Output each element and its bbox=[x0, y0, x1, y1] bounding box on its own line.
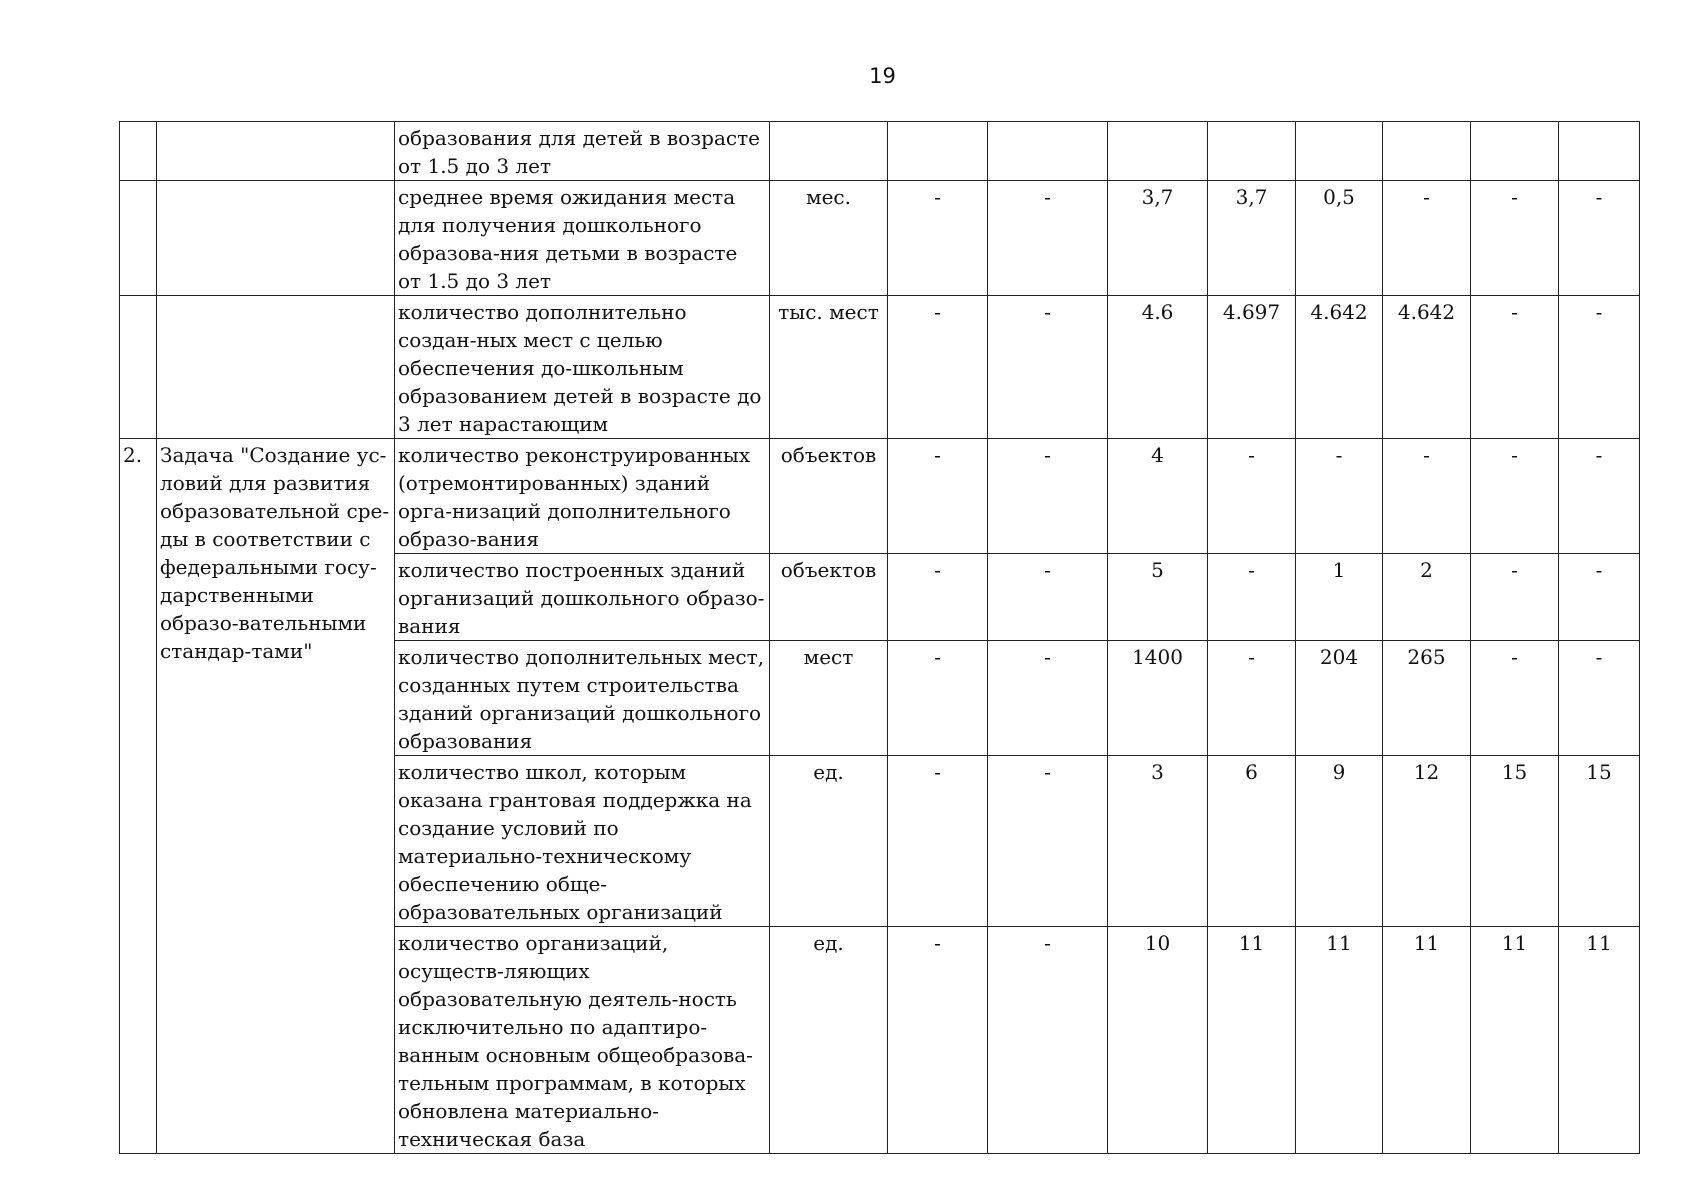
value-cell: - bbox=[888, 927, 988, 1154]
value-cell: 11 bbox=[1559, 927, 1640, 1154]
unit-cell: объектов bbox=[770, 554, 888, 641]
value-cell: 9 bbox=[1296, 756, 1383, 927]
value-cell: 0,5 bbox=[1296, 181, 1383, 296]
row-number-cell: 2. bbox=[120, 439, 157, 1154]
value-cell: - bbox=[988, 554, 1108, 641]
value-cell: - bbox=[1559, 641, 1640, 756]
value-cell bbox=[888, 122, 988, 181]
value-cell: 5 bbox=[1108, 554, 1208, 641]
value-cell: 11 bbox=[1296, 927, 1383, 1154]
unit-cell: мес. bbox=[770, 181, 888, 296]
value-cell bbox=[988, 122, 1108, 181]
indicator-cell: количество дополнительно создан-ных мест с целью обеспечения до-школьным образованием детей в возрасте до 3 лет нарастающим bbox=[395, 296, 770, 439]
task-cell bbox=[157, 296, 395, 439]
value-cell bbox=[1559, 122, 1640, 181]
value-cell: - bbox=[1471, 641, 1559, 756]
indicators-table bbox=[119, 121, 1640, 1154]
value-cell: - bbox=[1559, 439, 1640, 554]
value-cell: - bbox=[988, 296, 1108, 439]
value-cell: 265 bbox=[1383, 641, 1471, 756]
value-cell: 4.6 bbox=[1108, 296, 1208, 439]
value-cell: - bbox=[888, 181, 988, 296]
indicator-cell: количество дополнительных мест, созданных путем строительства зданий организаций дошкольного образования bbox=[395, 641, 770, 756]
value-cell: 11 bbox=[1471, 927, 1559, 1154]
value-cell: - bbox=[1559, 554, 1640, 641]
value-cell: 12 bbox=[1383, 756, 1471, 927]
row-number-cell bbox=[120, 122, 157, 181]
value-cell: 11 bbox=[1383, 927, 1471, 1154]
indicator-cell: количество организаций, осуществ-ляющих образовательную деятель-ность исключительно по адаптиро-ванным основным общеобразова-тельным программам, в которых обновлена материально-техническая база bbox=[395, 927, 770, 1154]
value-cell: - bbox=[888, 756, 988, 927]
value-cell bbox=[1296, 122, 1383, 181]
table-row bbox=[120, 181, 1640, 296]
value-cell: - bbox=[988, 181, 1108, 296]
value-cell: - bbox=[1559, 296, 1640, 439]
unit-cell: объектов bbox=[770, 439, 888, 554]
table-row bbox=[120, 439, 1640, 554]
value-cell: - bbox=[988, 756, 1108, 927]
value-cell: 4 bbox=[1108, 439, 1208, 554]
value-cell: - bbox=[1471, 554, 1559, 641]
value-cell: 4.642 bbox=[1383, 296, 1471, 439]
value-cell: - bbox=[988, 439, 1108, 554]
indicator-cell: количество реконструированных (отремонтированных) зданий орга-низаций дополнительного образо-вания bbox=[395, 439, 770, 554]
value-cell: 11 bbox=[1208, 927, 1296, 1154]
unit-cell: тыс. мест bbox=[770, 296, 888, 439]
task-cell bbox=[157, 122, 395, 181]
value-cell: - bbox=[1471, 181, 1559, 296]
value-cell bbox=[1108, 122, 1208, 181]
value-cell: - bbox=[1208, 641, 1296, 756]
unit-cell bbox=[770, 122, 888, 181]
task-cell bbox=[157, 181, 395, 296]
value-cell: 4.642 bbox=[1296, 296, 1383, 439]
indicator-cell: образования для детей в возрасте от 1.5 до 3 лет bbox=[395, 122, 770, 181]
value-cell: - bbox=[1559, 181, 1640, 296]
value-cell: 1 bbox=[1296, 554, 1383, 641]
task-cell: Задача "Создание ус-ловий для развития образовательной сре-ды в соответствии с федеральными госу-дарственными образо-вательными стандар-тами" bbox=[157, 439, 395, 1154]
value-cell: 2 bbox=[1383, 554, 1471, 641]
value-cell: - bbox=[888, 554, 988, 641]
value-cell bbox=[1208, 122, 1296, 181]
value-cell: 3 bbox=[1108, 756, 1208, 927]
value-cell: - bbox=[888, 296, 988, 439]
value-cell: - bbox=[1471, 439, 1559, 554]
value-cell: 15 bbox=[1559, 756, 1640, 927]
value-cell: - bbox=[888, 439, 988, 554]
indicator-cell: среднее время ожидания места для получения дошкольного образова-ния детьми в возрасте от 1.5 до 3 лет bbox=[395, 181, 770, 296]
value-cell: - bbox=[988, 927, 1108, 1154]
value-cell: - bbox=[1383, 181, 1471, 296]
value-cell bbox=[1383, 122, 1471, 181]
indicator-cell: количество построенных зданий организаций дошкольного образо-вания bbox=[395, 554, 770, 641]
value-cell: - bbox=[1296, 439, 1383, 554]
indicator-cell: количество школ, которым оказана грантовая поддержка на создание условий по материально-техническому обеспечению обще-образовательных организаций bbox=[395, 756, 770, 927]
value-cell: - bbox=[888, 641, 988, 756]
value-cell: 6 bbox=[1208, 756, 1296, 927]
value-cell: 3,7 bbox=[1108, 181, 1208, 296]
value-cell: 10 bbox=[1108, 927, 1208, 1154]
unit-cell: мест bbox=[770, 641, 888, 756]
value-cell: 1400 bbox=[1108, 641, 1208, 756]
unit-cell: ед. bbox=[770, 756, 888, 927]
row-number-cell bbox=[120, 296, 157, 439]
value-cell: 3,7 bbox=[1208, 181, 1296, 296]
page-number: 19 bbox=[869, 64, 896, 88]
value-cell: - bbox=[988, 641, 1108, 756]
table-row bbox=[120, 122, 1640, 181]
table-row bbox=[120, 296, 1640, 439]
value-cell: - bbox=[1208, 439, 1296, 554]
value-cell: - bbox=[1208, 554, 1296, 641]
value-cell: - bbox=[1383, 439, 1471, 554]
value-cell: 4.697 bbox=[1208, 296, 1296, 439]
value-cell bbox=[1471, 122, 1559, 181]
row-number-cell bbox=[120, 181, 157, 296]
value-cell: 15 bbox=[1471, 756, 1559, 927]
value-cell: - bbox=[1471, 296, 1559, 439]
unit-cell: ед. bbox=[770, 927, 888, 1154]
value-cell: 204 bbox=[1296, 641, 1383, 756]
